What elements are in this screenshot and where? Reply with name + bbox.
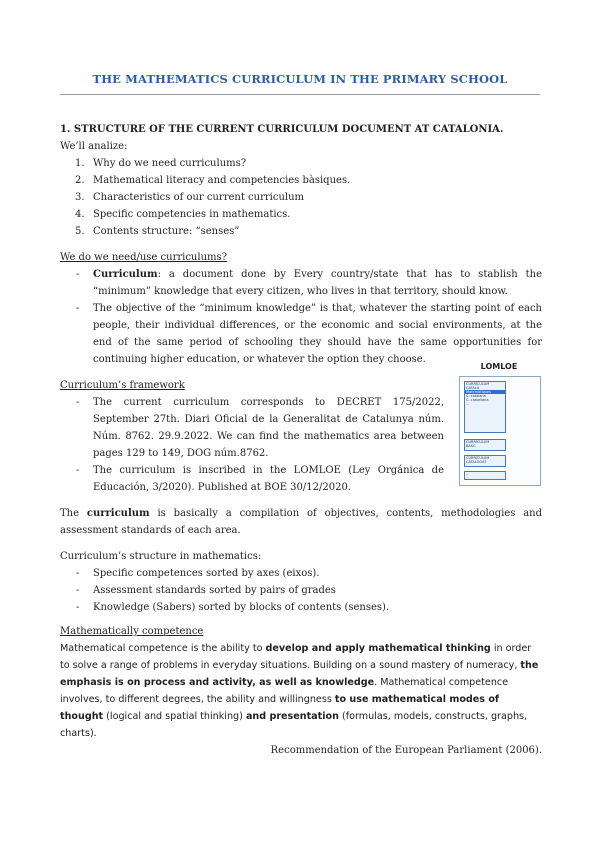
catalan-curriculum-box: CURRÍCULUM CATALÀ Matemàtiques C. catalana C. castellana ...: [464, 381, 506, 433]
list-item: - Assessment standards sorted by pairs of grades: [60, 582, 542, 599]
page-title: THE MATHEMATICS CURRICULUM IN THE PRIMARY SCHOOL: [92, 72, 508, 86]
structure-list: [60, 565, 542, 616]
list-item: 2. Mathematical literacy and competencies bàsiques.: [75, 175, 351, 186]
list-item: 4. Specific competencies in mathematics.: [75, 209, 291, 220]
analysis-list: [60, 155, 542, 240]
competence-paragraph: Mathematical competence is the ability to develop and apply mathematical thinking in order to solve a range of problems in everyday situations. Building on a sound mastery of numeracy, the emphasis is on process and activity, as well as knowledge. Mathematical competence involves, to different degrees, the ability and willingness to use mathematical modes of thought (logical and spatial thinking) and presentation (formulas, models, constructs, graphs, charts).: [60, 643, 539, 739]
list-item: 5. Contents structure: “senses”: [75, 226, 240, 237]
title-divider: [60, 94, 540, 95]
framework-heading: Curriculum’s framework: [60, 380, 185, 391]
need-list: [60, 266, 542, 368]
section-heading: 1. STRUCTURE OF THE CURRENT CURRICULUM DOCUMENT AT CATALONIA.: [60, 124, 504, 135]
citation: Recommendation of the European Parliament (2006).: [270, 745, 542, 756]
lomloe-diagram: [456, 362, 542, 486]
basque-curriculum-box: CURRÍCULUM BASC: [464, 439, 506, 451]
lomloe-title: LOMLOE: [480, 362, 518, 371]
section-intro: We’ll analize:: [60, 141, 128, 152]
list-item: - The objective of the “minimum knowledge” is that, whatever the starting point of each people, their individual differences, or the economic and social environments, at the end of the same period of schooling they should have the same opportunities for continuing higher education, or whatever the option they choose.: [60, 300, 542, 368]
list-item: - Specific competences sorted by axes (eixos).: [60, 565, 542, 582]
framework-list: [60, 394, 444, 496]
list-item: - The current curriculum corresponds to DECRET 175/2022, September 27th. Diari Oficial de la Generalitat de Catalunya núm. Núm. 8762. 29.9.2022. We can find the mathematics area between pages 129 to 149, DOG núm.8762.: [60, 394, 444, 462]
competence-heading: Mathematically competence: [60, 626, 204, 637]
list-item: - Curriculum: a document done by Every country/state that has to stablish the “minimum” knowledge that every citizen, who lives in that territory, should know.: [60, 266, 542, 300]
list-item: 3. Characteristics of our current curriculum: [75, 192, 305, 203]
lomloe-frame: [459, 376, 541, 486]
curriculum-summary: The curriculum is basically a compilation of objectives, contents, methodologies and assessment standards of each area.: [60, 508, 542, 536]
list-item: 1. Why do we need curriculums?: [75, 158, 247, 169]
more-curriculum-box: ...: [464, 471, 506, 480]
structure-intro: Curriculum’s structure in mathematics:: [60, 551, 262, 562]
need-heading: We do we need/use curriculums?: [60, 252, 227, 263]
list-item: - Knowledge (Sabers) sorted by blocks of contents (senses).: [60, 599, 542, 616]
list-item: - The curriculum is inscribed in the LOMLOE (Ley Orgánica de Educación, 3/2020). Published at BOE 30/12/2020.: [60, 462, 444, 496]
catalogued-curriculum-box: CURRÍCULUM CATALOGAT: [464, 455, 506, 467]
